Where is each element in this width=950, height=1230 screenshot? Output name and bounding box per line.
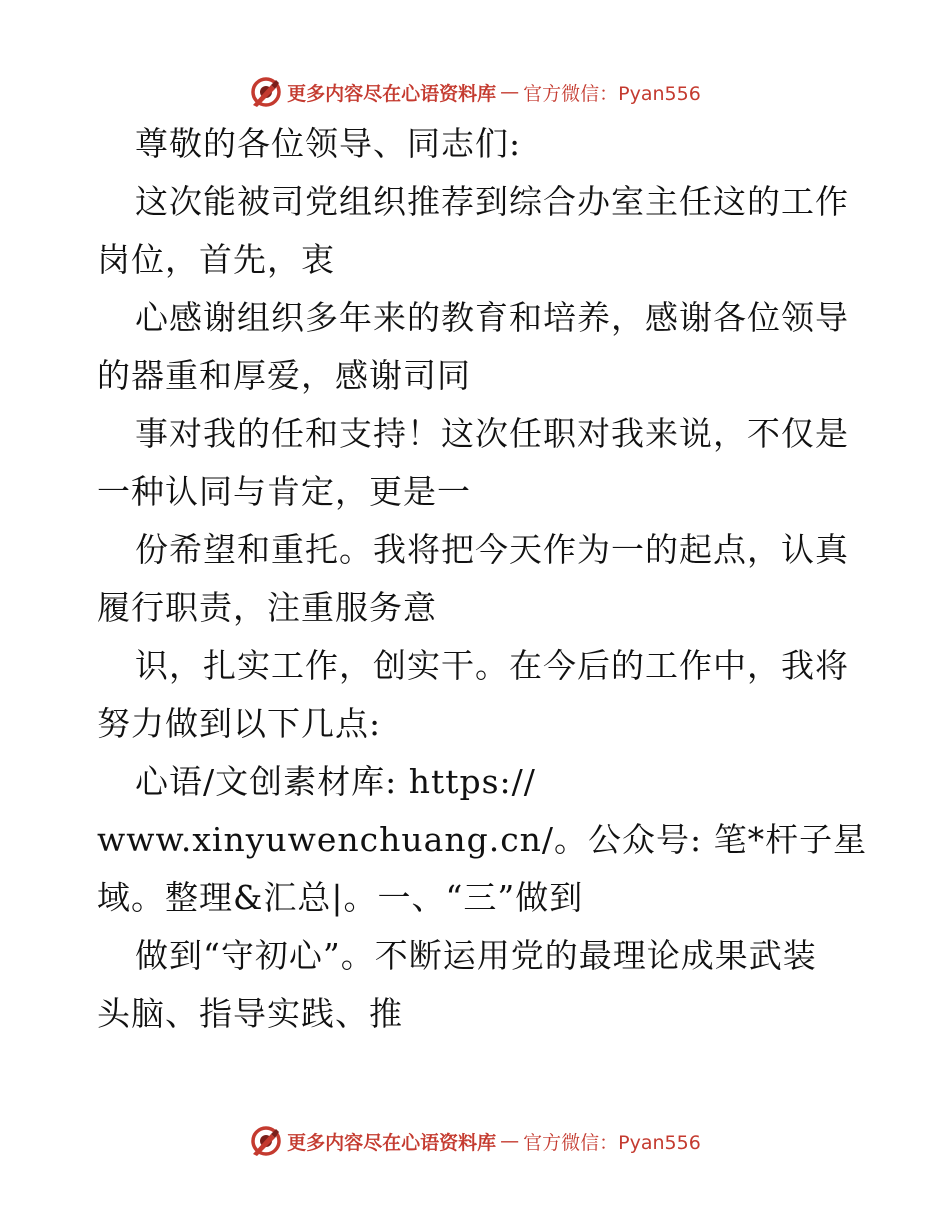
doc-line: 心感谢组织多年来的教育和培养，感谢各位领导	[135, 298, 849, 337]
doc-line: 岗位，首先，衷	[97, 240, 335, 279]
doc-line: 这次能被司党组织推荐到综合办室主任这的工作	[135, 182, 849, 221]
doc-line: 一种认同与肯定，更是一	[97, 472, 471, 511]
doc-line: 履行职责，注重服务意	[97, 588, 437, 627]
doc-line: 尊敬的各位领导、同志们:	[135, 124, 522, 163]
banner-separator: —	[500, 1130, 520, 1152]
doc-line: 份希望和重托。我将把今天作为一的起点，认真	[135, 530, 849, 569]
pen-logo-icon	[249, 75, 283, 109]
header-banner	[0, 72, 950, 112]
doc-line: 心语/文创素材库: https://	[135, 762, 536, 801]
document-body	[97, 115, 868, 1043]
banner-text: 更多内容尽在心语资料库	[287, 1131, 497, 1154]
doc-line: 的器重和厚爱，感谢司同	[97, 356, 471, 395]
doc-line: www.xinyuwenchuang.cn/。公众号: 笔*杆子星	[97, 820, 868, 859]
banner-wechat: 官方微信：Pyan556	[523, 82, 701, 105]
doc-line: 头脑、指导实践、推	[97, 994, 403, 1033]
banner-wechat: 官方微信：Pyan556	[523, 1131, 701, 1154]
banner-text: 更多内容尽在心语资料库	[287, 82, 497, 105]
doc-line: 事对我的任和支持！这次任职对我来说，不仅是	[135, 414, 849, 453]
doc-line: 做到“守初心”。不断运用党的最理论成果武装	[135, 936, 817, 975]
pen-logo-icon	[249, 1124, 283, 1158]
doc-line: 努力做到以下几点:	[97, 704, 382, 743]
doc-line: 识，扎实工作，创实干。在今后的工作中，我将	[135, 646, 849, 685]
footer-banner	[0, 1121, 950, 1161]
doc-line: 域。整理&汇总|。一、“三”做到	[97, 878, 584, 917]
banner-separator: —	[500, 81, 520, 103]
